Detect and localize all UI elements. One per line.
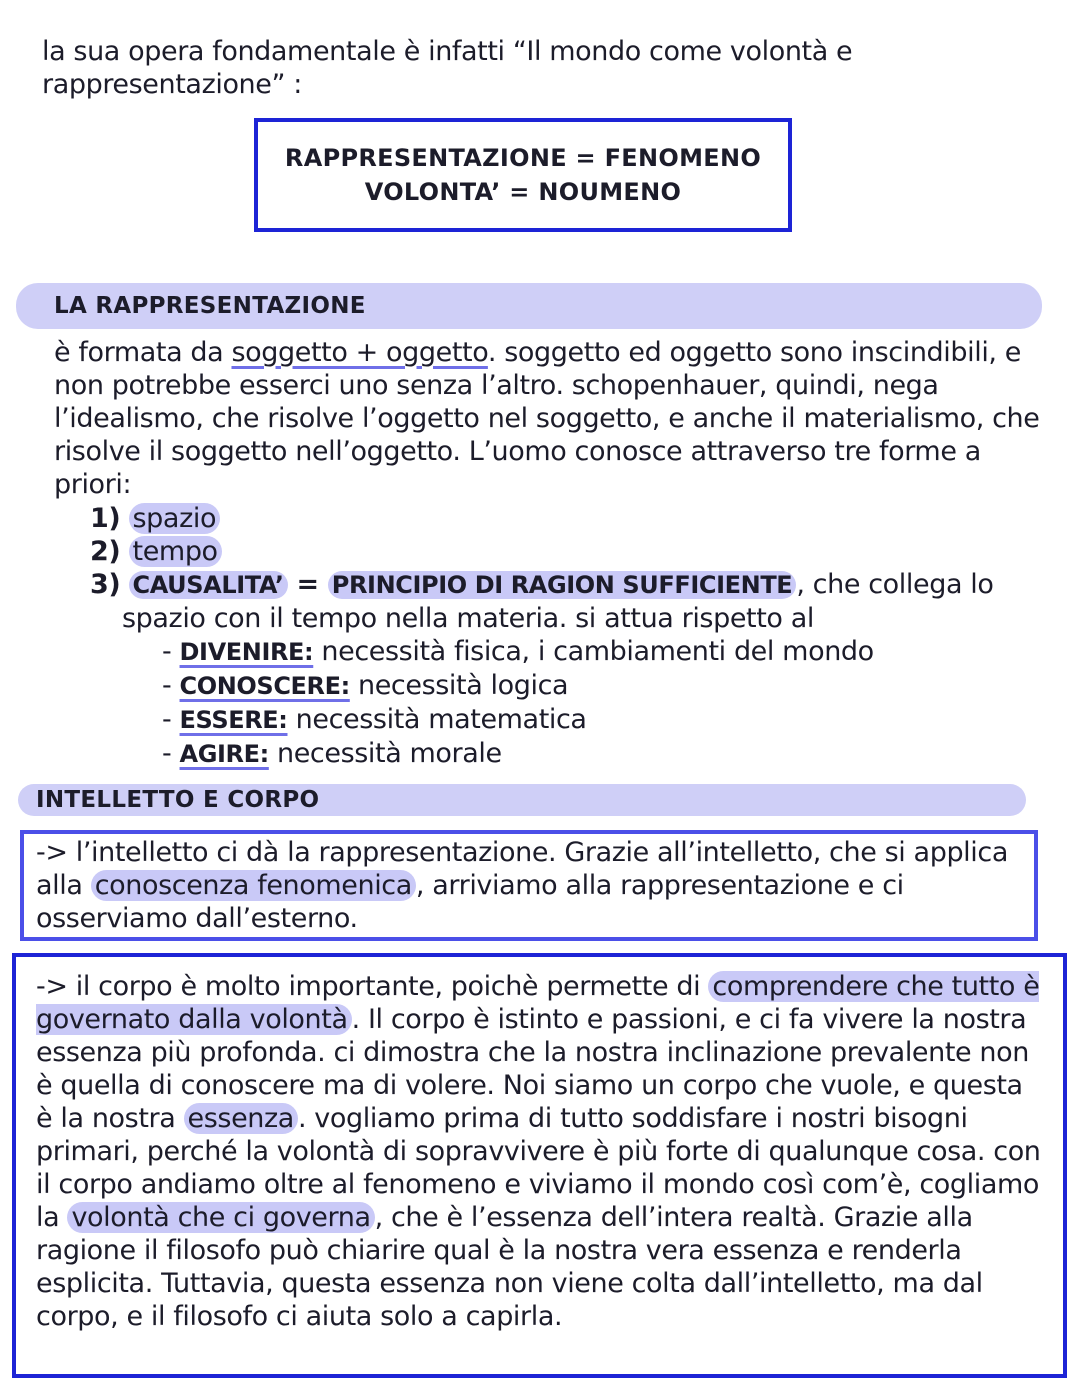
intelletto-rest: , arriviamo alla rappresentazione e ci osserviamo dall’esterno.: [36, 870, 904, 934]
rappresentazione-paragraph: [54, 336, 1054, 501]
sub-dash: -: [162, 704, 180, 735]
list-item-number: 3): [90, 569, 121, 600]
essenza-highlight: essenza: [184, 1103, 298, 1134]
corpo-box: [12, 953, 1067, 1378]
conoscere-desc: necessità logica: [349, 670, 569, 701]
corpo-mid1: . Il corpo è istinto e passioni, e ci fa vivere la nostra essenza più profonda. ci dimostra che la nostra inclinazione prevalente non è quella di conoscere ma di volere. Noi siamo un corpo che vuole, e questa è la nostra: [36, 1004, 1029, 1134]
tempo-highlight: tempo: [129, 536, 222, 567]
volonta-governa-highlight: comprendere che tutto è governato dalla volontà: [36, 971, 1040, 1035]
sub-list-item: [162, 703, 1050, 737]
sub-list-item: [162, 737, 1050, 771]
sub-dash: -: [162, 670, 180, 701]
principio-highlight: PRINCIPIO DI RAGION SUFFICIENTE: [328, 571, 797, 599]
list-item: [90, 568, 1050, 771]
sub-list-item: [162, 635, 1050, 669]
causalita-continuation: spazio con il tempo nella materia. si attua rispetto al: [122, 603, 814, 634]
rapp-body-rest: . soggetto ed oggetto sono inscindibili, e non potrebbe esserci uno senza l’altro. schopenhauer, quindi, nega l’idealismo, che risolve l’oggetto nel soggetto, e anche il materialismo, che risolve il soggetto nell’oggetto. L’uomo conosce attraverso tre forme a priori:: [54, 337, 1040, 500]
essere-desc: necessità matematica: [287, 704, 587, 735]
essere-term: ESSERE:: [179, 706, 288, 734]
sub-list-item: [162, 669, 1050, 703]
formula-line-volonta: VOLONTA’ = NOUMENO: [364, 178, 682, 206]
corpo-mid2: . vogliamo prima di tutto soddisfare i nostri bisogni primari, perché la volontà di sopravvivere è più forte di qualunque cosa. con il corpo andiamo oltre al fenomeno e viviamo il mondo così com’è, cogliamo la: [36, 1103, 1041, 1233]
section-heading-rappresentazione: LA RAPPRESENTAZIONE: [16, 283, 1042, 329]
sub-dash: -: [162, 636, 180, 667]
formula-line-rappresentazione: RAPPRESENTAZIONE = FENOMENO: [284, 144, 762, 172]
causalita-sublist: [90, 635, 1050, 771]
sub-dash: -: [162, 738, 180, 769]
list-item: [90, 535, 1050, 568]
formula-box: [254, 118, 792, 232]
equals-sign: =: [287, 569, 328, 600]
intelletto-box: [20, 830, 1038, 941]
list-item: [90, 502, 1050, 535]
intelletto-prefix: -> l’intelletto ci dà la rappresentazione. Grazie all’intelletto, che si applica alla: [36, 837, 1008, 901]
spazio-highlight: spazio: [129, 503, 221, 534]
forme-a-priori-list: [90, 502, 1050, 771]
intro-paragraph: [42, 35, 1042, 101]
conoscenza-fenomenica-highlight: conoscenza fenomenica: [91, 870, 416, 901]
section-heading-intelletto-corpo: INTELLETTO E CORPO: [18, 784, 1026, 816]
volonta-che-ci-governa-highlight: volontà che ci governa: [67, 1202, 374, 1233]
rapp-body-prefix: è formata da: [54, 337, 232, 368]
causalita-rest: , che collega lo: [796, 569, 994, 600]
agire-term: AGIRE:: [179, 740, 269, 768]
intro-title: “Il mondo come volontà e rappresentazione”: [42, 36, 853, 100]
list-item-number: 2): [90, 536, 121, 567]
intro-lead: la sua opera fondamentale è infatti: [42, 36, 513, 67]
conoscere-term: CONOSCERE:: [179, 672, 350, 700]
corpo-prefix: -> il corpo è molto importante, poichè permette di: [36, 971, 709, 1002]
soggetto-oggetto-highlight: soggetto + oggetto: [231, 337, 488, 368]
agire-desc: necessità morale: [268, 738, 502, 769]
divenire-term: DIVENIRE:: [179, 638, 314, 666]
corpo-rest: , che è l’essenza dell’intera realtà. Grazie alla ragione il filosofo può chiarire qual è la nostra vera essenza e renderla esplicita. Tuttavia, questa essenza non viene colta dall’intelletto, ma dal corpo, e il filosofo ci aiuta solo a capirla.: [36, 1202, 983, 1332]
intro-tail: :: [285, 69, 302, 100]
list-item-number: 1): [90, 503, 121, 534]
causalita-highlight: CAUSALITA’: [129, 571, 288, 599]
divenire-desc: necessità fisica, i cambiamenti del mondo: [313, 636, 874, 667]
